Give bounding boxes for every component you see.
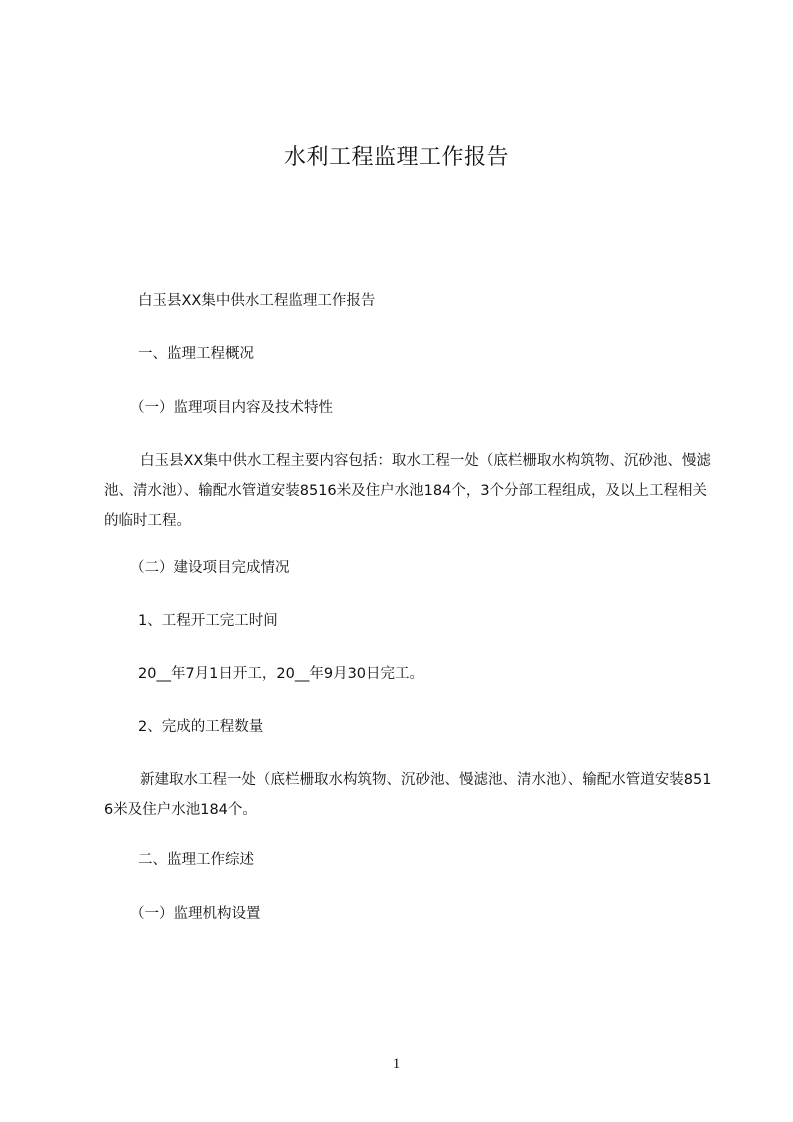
subsection-heading-completion-status: （二）建设项目完成情况 bbox=[130, 560, 290, 576]
item-heading-quantities: 2、完成的工程数量 bbox=[138, 719, 264, 735]
section-heading-overview: 一、监理工程概况 bbox=[138, 346, 254, 362]
page-number: 1 bbox=[392, 1056, 401, 1072]
paragraph-quantities: 新建取水工程一处（底栏栅取水构筑物、沉砂池、慢滤池、清水池）、输配水管道安装8516米及住户水池184个。 bbox=[104, 772, 712, 818]
document-title: 水利工程监理工作报告 bbox=[283, 145, 509, 170]
section-heading-supervision-summary: 二、监理工作综述 bbox=[138, 852, 254, 868]
subsection-heading-project-content: （一）监理项目内容及技术特性 bbox=[130, 400, 333, 416]
subsection-heading-supervision-organization: （一）监理机构设置 bbox=[130, 906, 261, 922]
paragraph-start-end-dates: 20__年7月1日开工，20__年9月30日完工。 bbox=[138, 666, 425, 682]
item-heading-start-end-time: 1、工程开工完工时间 bbox=[138, 613, 278, 629]
report-subtitle: 白玉县XX集中供水工程监理工作报告 bbox=[138, 293, 376, 309]
paragraph-project-content: 白玉县XX集中供水工程主要内容包括：取水工程一处（底栏栅取水构筑物、沉砂池、慢滤池、清水池）、输配水管道安装8516米及住户水池184个，3个分部工程组成，及以上工程相关的临时工程。 bbox=[104, 453, 711, 529]
